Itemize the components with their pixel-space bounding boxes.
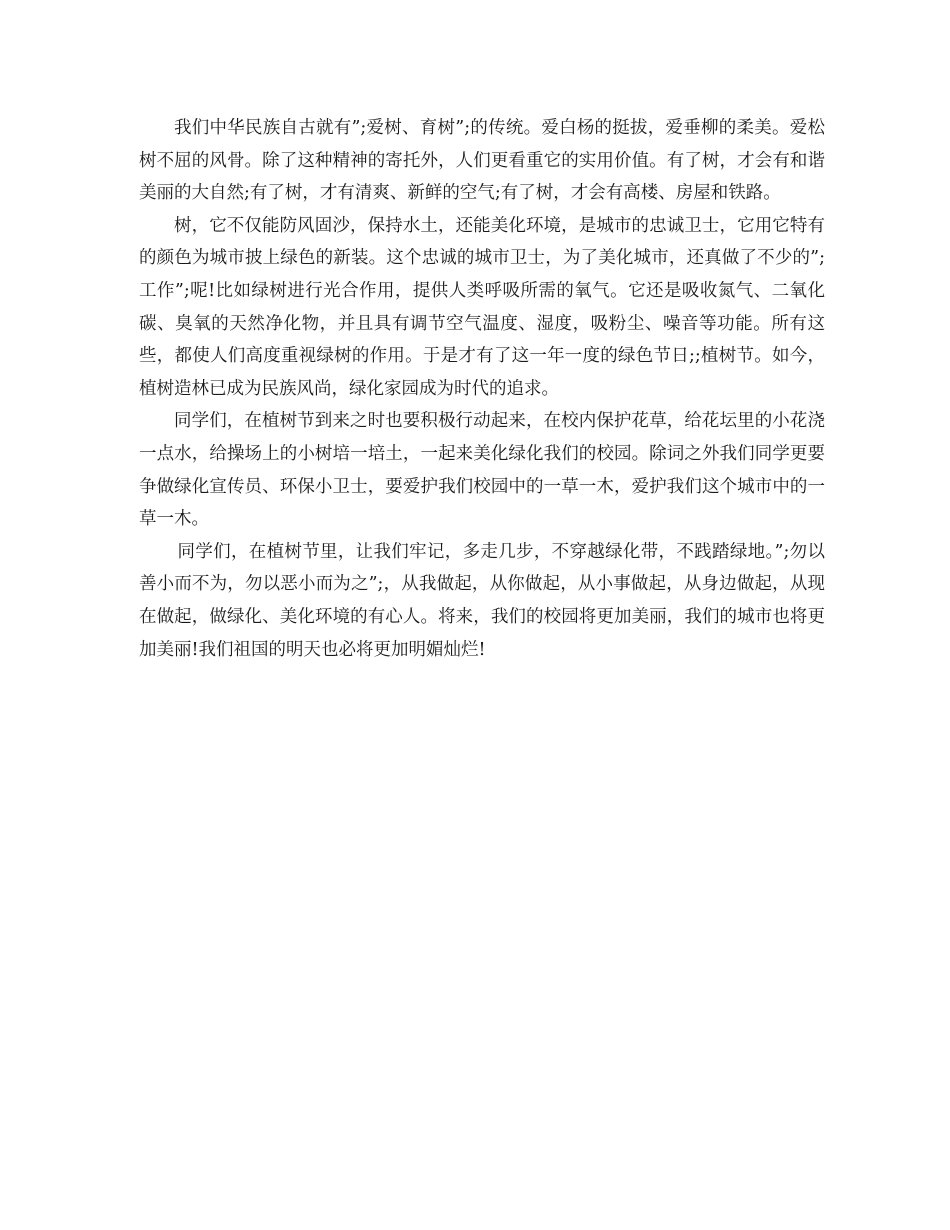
paragraph-4: 同学们，在植树节里，让我们牢记，多走几步，不穿越绿化带，不践踏绿地。”;勿以善小而不为，勿以恶小而为之”;，从我做起，从你做起，从小事做起，从身边做起，从现在做起，做绿化、美化环境的有心人。将来，我们的校园将更加美丽，我们的城市也将更加美丽!我们祖国的明天也必将更加明媚灿烂! — [139, 541, 825, 660]
paragraph-2: 树，它不仅能防风固沙，保持水土，还能美化环境，是城市的忠诚卫士，它用它特有的颜色为城市披上绿色的新装。这个忠诚的城市卫士，为了美化城市，还真做了不少的”;工作”;呢!比如绿树进行光合作用，提供人类呼吸所需的氧气。它还是吸收氮气、二氧化碳、臭氧的天然净化物，并且具有调节空气温度、湿度，吸粉尘、噪音等功能。所有这些，都使人们高度重视绿树的作用。于是才有了这一年一度的绿色节日;;植树节。如今，植树造林已成为民族风尚，绿化家园成为时代的追求。 — [139, 215, 825, 399]
document-body — [139, 112, 825, 666]
paragraph-3: 同学们，在植树节到来之时也要积极行动起来，在校内保护花草，给花坛里的小花浇一点水，给操场上的小树培一培土，一起来美化绿化我们的校园。除词之外我们同学更要争做绿化宣传员、环保小卫士，要爱护我们校园中的一草一木，爱护我们这个城市中的一草一木。 — [139, 411, 825, 530]
paragraph-1: 我们中华民族自古就有”;爱树、育树”;的传统。爱白杨的挺拔，爱垂柳的柔美。爱松树不屈的风骨。除了这种精神的寄托外，人们更看重它的实用价值。有了树，才会有和谐美丽的大自然;有了树，才有清爽、新鲜的空气;有了树，才会有高楼、房屋和铁路。 — [139, 118, 825, 204]
